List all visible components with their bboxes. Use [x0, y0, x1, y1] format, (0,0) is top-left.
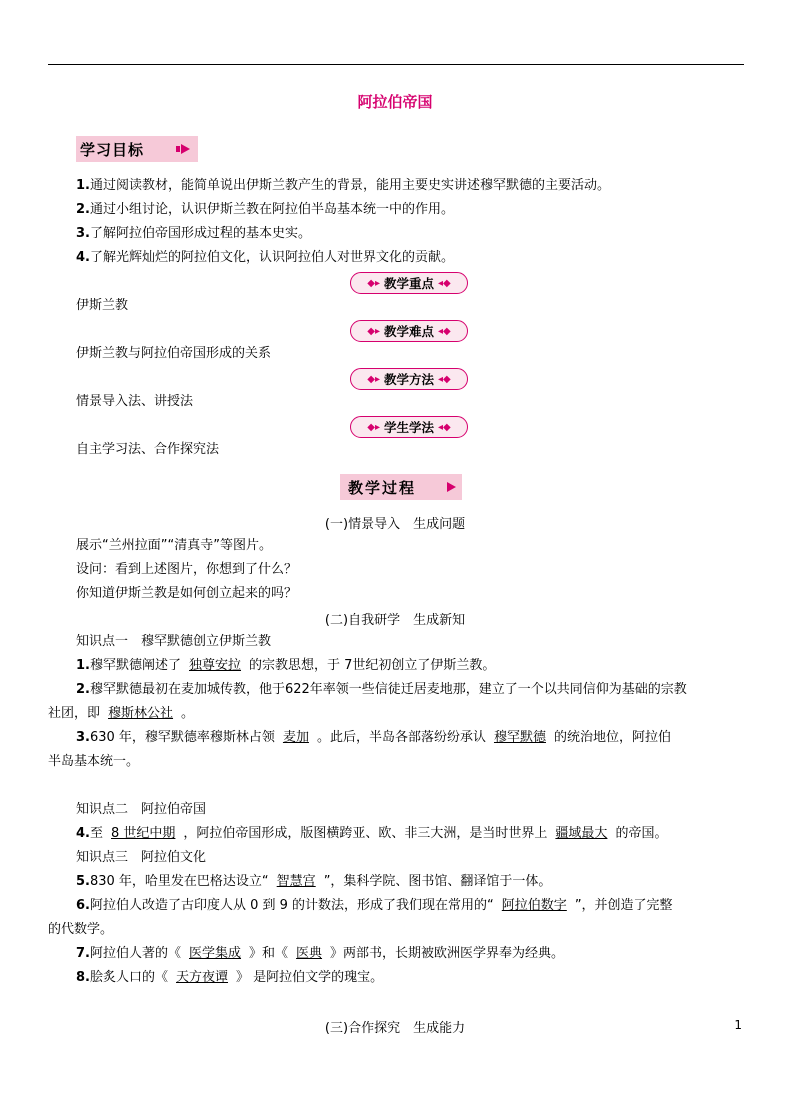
difficulty-label: ◆▸ 教学难点 ◂◆ — [350, 320, 468, 342]
answer-blank: 麦加 — [282, 730, 309, 745]
knowledge-point-1: 知识点一 穆罕默德创立伊斯兰教 — [76, 634, 272, 649]
answer-blank: 医学集成 — [189, 946, 242, 961]
question-8: 8.脍炙人口的《 天方夜谭 》 是阿拉伯文学的瑰宝。 — [76, 970, 384, 985]
header-rule — [48, 64, 744, 65]
key-point-content: 伊斯兰教 — [76, 298, 129, 313]
key-point-label: ◆▸ 教学重点 ◂◆ — [350, 272, 468, 294]
arrow-icon-tail — [176, 146, 180, 152]
method-content: 情景导入法、讲授法 — [76, 394, 194, 409]
goal-item: 1.通过阅读教材，能简单说出伊斯兰教产生的背景，能用主要史实讲述穆罕默德的主要活动。 — [76, 178, 610, 193]
answer-blank: 阿拉伯数字 — [501, 898, 567, 913]
knowledge-point-2: 知识点二 阿拉伯帝国 — [76, 802, 207, 817]
goals-label: 学习目标 — [80, 140, 145, 159]
answer-blank: 独尊安拉 — [189, 658, 242, 673]
part1-line: 设问：看到上述图片，你想到了什么？ — [76, 562, 298, 577]
question-6-cont: 的代数学。 — [48, 922, 114, 937]
study-label: ◆▸ 学生学法 ◂◆ — [350, 416, 468, 438]
question-5: 5.830 年，哈里发在巴格达设立“ 智慧宫 ”，集科学院、图书馆、翻译馆于一体。 — [76, 874, 552, 889]
question-3-cont: 半岛基本统一。 — [48, 754, 140, 769]
part1-line: 展示“兰州拉面”“清真寺”等图片。 — [76, 538, 272, 553]
goal-item: 3.了解阿拉伯帝国形成过程的基本史实。 — [76, 226, 311, 241]
page-title: 阿拉伯帝国 — [357, 93, 433, 111]
answer-blank: 疆域最大 — [555, 826, 608, 841]
part1-heading: (一)情景导入 生成问题 — [324, 517, 466, 532]
question-4: 4.至 8 世纪中期 ，阿拉伯帝国形成，版图横跨亚、欧、非三大洲，是当时世界上 疆域最大 的帝国。 — [76, 826, 668, 841]
arrow-icon — [181, 144, 190, 154]
page-number: 1 — [734, 1018, 742, 1032]
question-7: 7.阿拉伯人著的《 医学集成 》和《 医典 》两部书，长期被欧洲医学界奉为经典。 — [76, 946, 565, 961]
part2-heading: (二)自我研学 生成新知 — [324, 613, 466, 628]
answer-blank: 穆斯林公社 — [108, 706, 174, 721]
answer-blank: 智慧宫 — [276, 874, 316, 889]
question-2: 2.穆罕默德最初在麦加城传教，他于622年率领一些信徒迁居麦地那，建立了一个以共同信仰为基础的宗教 — [76, 682, 687, 697]
arrow-icon — [447, 482, 456, 492]
method-label: ◆▸ 教学方法 ◂◆ — [350, 368, 468, 390]
answer-blank: 天方夜谭 — [176, 970, 229, 985]
answer-blank: 8 世纪中期 — [111, 826, 176, 841]
goal-item: 4.了解光辉灿烂的阿拉伯文化，认识阿拉伯人对世界文化的贡献。 — [76, 250, 454, 265]
question-6: 6.阿拉伯人改造了古印度人从 0 到 9 的计数法，形成了我们现在常用的“ 阿拉伯数字 ”，并创造了完整 — [76, 898, 673, 913]
answer-blank: 穆罕默德 — [493, 730, 546, 745]
knowledge-point-3: 知识点三 阿拉伯文化 — [76, 850, 207, 865]
question-2-cont: 社团，即 穆斯林公社 。 — [48, 706, 195, 721]
goal-item: 2.通过小组讨论，认识伊斯兰教在阿拉伯半岛基本统一中的作用。 — [76, 202, 454, 217]
part1-line: 你知道伊斯兰教是如何创立起来的吗？ — [76, 586, 298, 601]
answer-blank: 医典 — [296, 946, 323, 961]
question-1: 1.穆罕默德阐述了 独尊安拉 的宗教思想，于 7世纪初创立了伊斯兰教。 — [76, 658, 496, 673]
study-content: 自主学习法、合作探究法 — [76, 442, 220, 457]
question-3: 3.630 年，穆罕默德率穆斯林占领 麦加 。此后，半岛各部落纷纷承认 穆罕默德 的统治地位，阿拉伯 — [76, 730, 671, 745]
part3-heading: (三)合作探究 生成能力 — [324, 1021, 466, 1036]
difficulty-content: 伊斯兰教与阿拉伯帝国形成的关系 — [76, 346, 272, 361]
process-banner — [340, 474, 462, 500]
goals-banner — [76, 136, 198, 162]
process-label: 教学过程 — [348, 478, 417, 497]
